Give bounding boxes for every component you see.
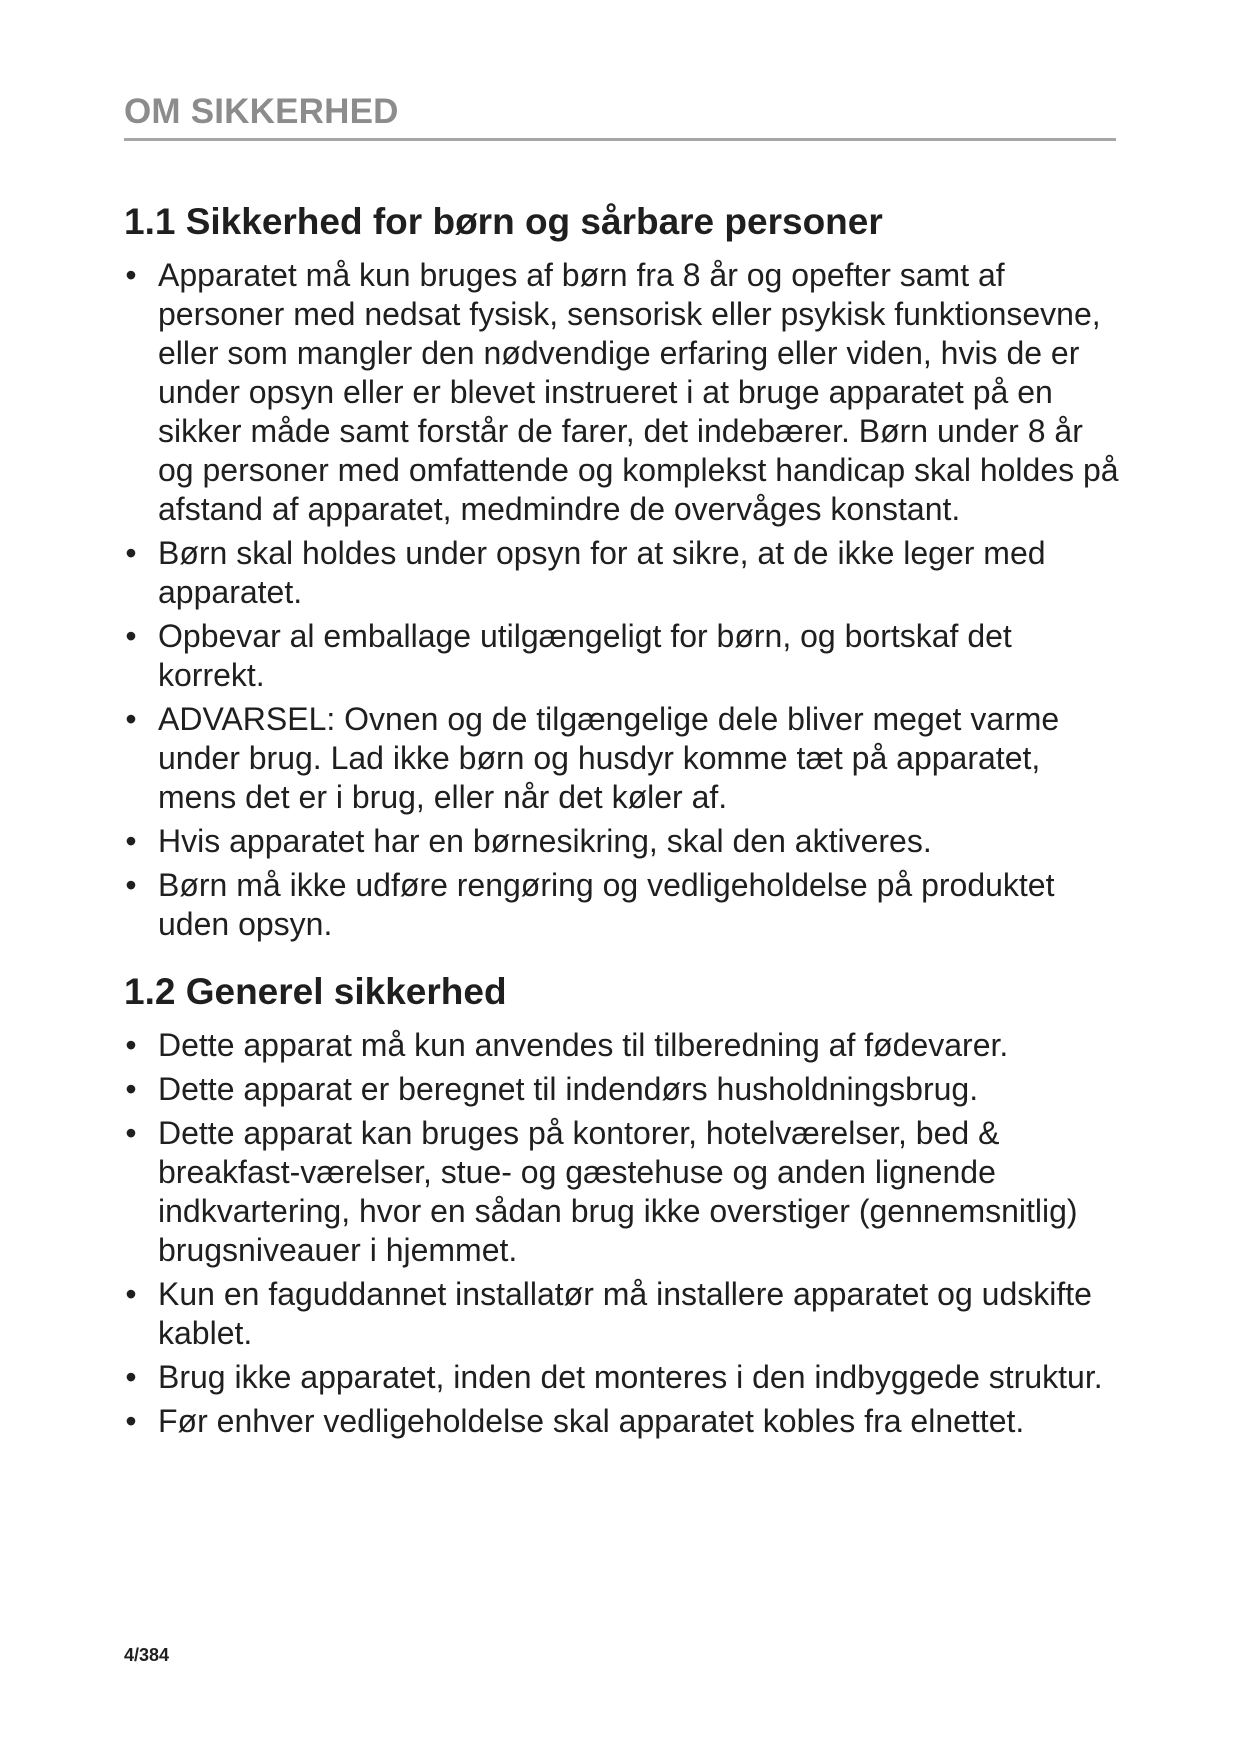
- bullet-icon: •: [125, 618, 137, 654]
- bullet-icon: •: [125, 1276, 137, 1312]
- bullet-list: [124, 256, 1119, 944]
- list-item-text: Hvis apparatet har en børnesikring, skal den aktiveres.: [158, 823, 932, 859]
- section-title: 1.2 Generel sikkerhed: [124, 971, 507, 1012]
- list-item-text: Dette apparat må kun anvendes til tilberedning af fødevarer.: [158, 1027, 1009, 1063]
- list-item: [124, 256, 1119, 529]
- bullet-icon: •: [125, 535, 137, 571]
- bullet-icon: •: [125, 1403, 137, 1439]
- section-title: 1.1 Sikkerhed for børn og sårbare personer: [124, 201, 883, 242]
- bullet-icon: •: [125, 701, 137, 737]
- list-item-text: Apparatet må kun bruges af børn fra 8 år og opefter samt af personer med nedsat fysisk, sensorisk eller psykisk funktionsevne, eller som mangler den nødvendige erfaring eller viden, hvis de er under opsyn eller er blevet instrueret i at bruge apparatet på en sikker måde samt forstår de farer, det indebærer. Børn under 8 år og personer med omfattende og komplekst handicap skal holdes på afstand af apparatet, medmindre de overvåges konstant.: [158, 257, 1119, 527]
- list-item: [124, 1026, 1119, 1065]
- bullet-icon: •: [125, 257, 137, 293]
- list-item-text: Børn skal holdes under opsyn for at sikre, at de ikke leger med apparatet.: [158, 535, 1046, 610]
- page-header: [124, 92, 1116, 141]
- list-item: [124, 822, 1119, 861]
- list-item: [124, 1070, 1119, 1109]
- page-number: 4/384: [124, 1645, 170, 1665]
- bullet-icon: •: [125, 1359, 137, 1395]
- list-item: [124, 1402, 1119, 1441]
- list-item-text: Brug ikke apparatet, inden det monteres i den indbyggede struktur.: [158, 1359, 1103, 1395]
- list-item-text: Opbevar al emballage utilgængeligt for børn, og bortskaf det korrekt.: [158, 618, 1012, 693]
- list-item-text: Kun en faguddannet installatør må installere apparatet og udskifte kablet.: [158, 1276, 1092, 1351]
- list-item-text: Børn må ikke udføre rengøring og vedligeholdelse på produktet uden opsyn.: [158, 867, 1055, 942]
- list-item: [124, 866, 1119, 944]
- list-item-text: ADVARSEL: Ovnen og de tilgængelige dele bliver meget varme under brug. Lad ikke børn og husdyr komme tæt på apparatet, mens det er i brug, eller når det køler af.: [158, 701, 1060, 815]
- section-child-safety: [124, 200, 1119, 944]
- list-item: [124, 1358, 1119, 1397]
- list-item-text: Før enhver vedligeholdelse skal apparatet kobles fra elnettet.: [158, 1403, 1025, 1439]
- list-item: [124, 534, 1119, 612]
- section-general-safety: [124, 970, 1119, 1441]
- bullet-icon: •: [125, 1071, 137, 1107]
- list-item-text: Dette apparat er beregnet til indendørs husholdningsbrug.: [158, 1071, 979, 1107]
- list-item: [124, 1114, 1119, 1270]
- bullet-list: [124, 1026, 1119, 1441]
- list-item: [124, 1275, 1119, 1353]
- list-item: [124, 617, 1119, 695]
- header-title: OM SIKKERHED: [124, 92, 399, 131]
- bullet-icon: •: [125, 867, 137, 903]
- bullet-icon: •: [125, 1115, 137, 1151]
- bullet-icon: •: [125, 1027, 137, 1063]
- list-item: [124, 700, 1119, 817]
- document-body: [124, 200, 1119, 1467]
- list-item-text: Dette apparat kan bruges på kontorer, hotelværelser, bed & breakfast-værelser, stue- og gæstehuse og anden lignende indkvartering, hvor en sådan brug ikke overstiger (gennemsnitlig) brugsniveauer i hjemmet.: [158, 1115, 1078, 1268]
- bullet-icon: •: [125, 823, 137, 859]
